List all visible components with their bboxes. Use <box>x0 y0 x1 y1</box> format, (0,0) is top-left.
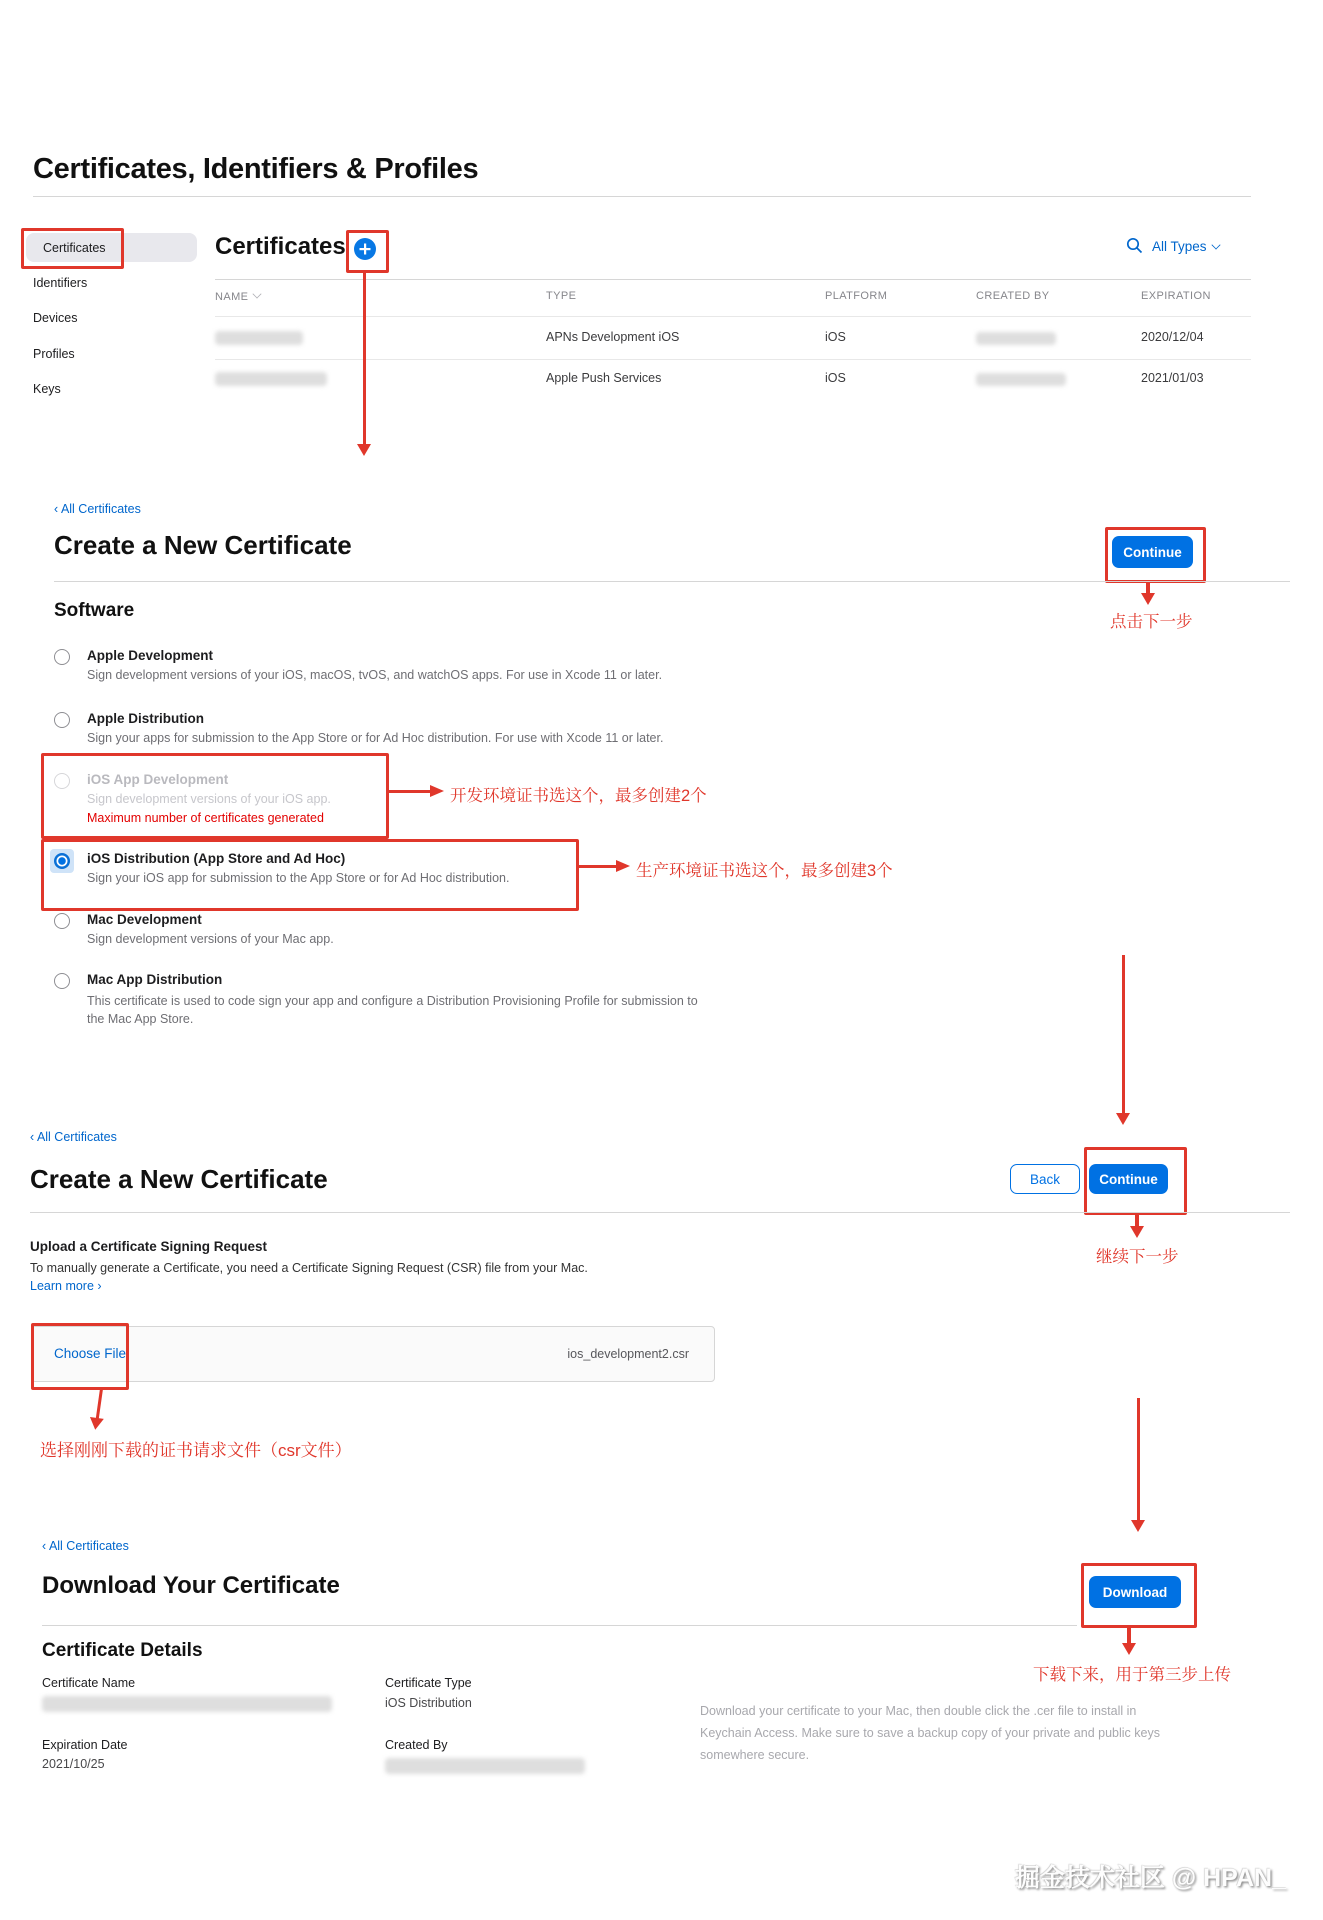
annotation-box-add-button <box>346 230 389 273</box>
annotation-arrowhead <box>616 860 630 872</box>
option-error-note: Maximum number of certificates generated <box>87 811 324 825</box>
option-title: Mac App Distribution <box>87 972 223 987</box>
annotation-box-choose-file <box>31 1323 129 1390</box>
sidebar-item-devices[interactable]: Devices <box>33 311 78 325</box>
radio-apple-distribution[interactable] <box>54 712 70 728</box>
column-header-expiration: EXPIRATION <box>1141 290 1211 302</box>
all-certificates-back-link[interactable]: ‹ All Certificates <box>54 502 141 516</box>
download-certificate-heading: Download Your Certificate <box>42 1572 340 1599</box>
row-border <box>215 359 1251 360</box>
column-header-type: TYPE <box>546 290 577 302</box>
radio-mac-development[interactable] <box>54 913 70 929</box>
option-title: Apple Development <box>87 648 214 663</box>
certificate-type-label: Certificate Type <box>385 1676 472 1690</box>
expiration-date-value: 2021/10/25 <box>42 1757 105 1771</box>
selected-file-name: ios_development2.csr <box>567 1347 689 1361</box>
annotation-continue-next: 继续下一步 <box>1096 1248 1179 1266</box>
annotation-arrowhead <box>1116 1113 1130 1125</box>
column-header-created-by: CREATED BY <box>976 290 1050 302</box>
list-heading: Certificates <box>215 233 346 260</box>
redacted-created-by <box>976 332 1056 345</box>
redacted-created-by <box>385 1758 585 1774</box>
annotation-arrow <box>1122 955 1125 1115</box>
annotation-arrow <box>386 790 432 793</box>
heading-divider <box>30 1212 1290 1213</box>
annotation-arrow <box>85 1387 111 1433</box>
all-certificates-back-link[interactable]: ‹ All Certificates <box>42 1539 129 1553</box>
type-filter-dropdown[interactable] <box>1152 239 1220 254</box>
annotation-arrow <box>1137 1398 1140 1522</box>
annotation-box-continue <box>1084 1147 1187 1215</box>
redacted-certificate-name <box>42 1696 332 1712</box>
annotation-box-download <box>1081 1563 1197 1628</box>
chevron-down-icon <box>1211 240 1220 249</box>
column-header-platform: PLATFORM <box>825 290 888 302</box>
created-by-label: Created By <box>385 1738 448 1752</box>
annotation-arrowhead <box>1131 1520 1145 1532</box>
radio-mac-app-distribution[interactable] <box>54 973 70 989</box>
heading-divider <box>42 1625 1077 1626</box>
option-title: Mac Development <box>87 912 202 927</box>
heading-divider <box>54 581 1290 582</box>
annotation-download-tip: 下载下来，用于第三步上传 <box>1033 1666 1231 1684</box>
redacted-certificate-name <box>215 372 327 386</box>
table-top-border <box>215 279 1251 280</box>
csr-file-field[interactable] <box>31 1326 715 1382</box>
cell-type: Apple Push Services <box>546 371 662 385</box>
annotation-arrow <box>363 270 366 446</box>
annotation-choose-csr-tip: 选择刚刚下载的证书请求文件（csr文件） <box>40 1441 352 1460</box>
expiration-date-label: Expiration Date <box>42 1738 128 1752</box>
option-title: Apple Distribution <box>87 711 204 726</box>
certificate-name-label: Certificate Name <box>42 1676 136 1690</box>
option-title: iOS App Development <box>87 772 229 787</box>
software-section-label: Software <box>54 600 135 621</box>
option-desc: Sign development versions of your Mac app. <box>87 932 334 946</box>
create-certificate-heading: Create a New Certificate <box>30 1164 328 1194</box>
sidebar-item-label: Certificates <box>43 241 106 255</box>
sidebar-item-identifiers[interactable]: Identifiers <box>33 276 88 290</box>
option-desc: This certificate is used to code sign your app and configure a Distribution Provisioning Profile for submission to the Mac App Store. <box>87 994 698 1026</box>
back-button[interactable]: Back <box>1010 1164 1080 1194</box>
upload-csr-label: Upload a Certificate Signing Request <box>30 1239 268 1254</box>
annotation-arrowhead <box>1130 1226 1144 1238</box>
annotation-arrow <box>1127 1628 1131 1644</box>
cell-platform: iOS <box>825 371 846 385</box>
continue-button[interactable]: Continue <box>1112 536 1193 568</box>
certificate-details-heading: Certificate Details <box>42 1640 203 1661</box>
search-icon[interactable] <box>1126 237 1143 254</box>
option-title: iOS Distribution (App Store and Ad Hoc) <box>87 851 346 866</box>
download-button[interactable]: Download <box>1089 1576 1181 1608</box>
choose-file-button[interactable]: Choose File <box>54 1346 127 1361</box>
option-desc: Sign your apps for submission to the App Store or for Ad Hoc distribution. For use with Xcode 11 or later. <box>87 731 664 745</box>
watermark: 掘金技术社区 @ HPAN_ <box>1014 1864 1286 1892</box>
annotation-dist-cert-tip: 生产环境证书选这个，最多创建3个 <box>636 862 893 880</box>
sidebar-item-profiles[interactable]: Profiles <box>33 347 75 361</box>
annotation-box-continue <box>1105 527 1206 583</box>
sort-chevron-icon <box>253 289 262 298</box>
redacted-created-by <box>976 373 1066 386</box>
option-desc: Sign development versions of your iOS app. <box>87 792 331 806</box>
annotation-arrowhead <box>430 785 444 797</box>
option-desc: Sign your iOS app for submission to the App Store or for Ad Hoc distribution. <box>87 871 510 885</box>
annotation-arrowhead <box>1141 593 1155 605</box>
continue-button[interactable]: Continue <box>1089 1164 1168 1194</box>
annotation-box-ios-development <box>41 753 389 839</box>
annotation-dev-cert-tip: 开发环境证书选这个，最多创建2个 <box>450 787 707 805</box>
annotation-arrowhead <box>1122 1643 1136 1655</box>
certificate-type-value: iOS Distribution <box>385 1696 472 1710</box>
header-border <box>215 316 1251 317</box>
all-certificates-back-link[interactable]: ‹ All Certificates <box>30 1130 117 1144</box>
annotation-arrow <box>576 865 618 868</box>
redacted-certificate-name <box>215 331 303 345</box>
annotation-click-next: 点击下一步 <box>1110 613 1193 631</box>
cell-type: APNs Development iOS <box>546 330 680 344</box>
page-title: Certificates, Identifiers & Profiles <box>33 153 479 185</box>
annotation-box-sidebar <box>21 228 124 269</box>
cell-expiration: 2020/12/04 <box>1141 330 1204 344</box>
annotation-box-ios-distribution <box>41 839 579 911</box>
type-filter-label: All Types <box>1152 239 1207 254</box>
option-desc: Sign development versions of your iOS, macOS, tvOS, and watchOS apps. For use in Xcode 11 or later. <box>87 668 663 682</box>
annotation-arrowhead <box>357 444 371 456</box>
create-certificate-heading: Create a New Certificate <box>54 530 352 560</box>
learn-more-link[interactable]: Learn more › <box>30 1279 102 1293</box>
title-divider <box>33 196 1251 197</box>
sidebar-item-keys[interactable]: Keys <box>33 382 61 396</box>
upload-csr-desc: To manually generate a Certificate, you need a Certificate Signing Request (CSR) file from your Mac. <box>30 1261 588 1275</box>
download-note: Download your certificate to your Mac, then double click the .cer file to install in Keychain Access. Make sure to save a backup copy of your private and public keys somewhere secure. <box>700 1704 1160 1762</box>
radio-apple-development[interactable] <box>54 649 70 665</box>
cell-platform: iOS <box>825 330 846 344</box>
column-header-name[interactable]: NAME <box>215 290 261 303</box>
cell-expiration: 2021/01/03 <box>1141 371 1204 385</box>
